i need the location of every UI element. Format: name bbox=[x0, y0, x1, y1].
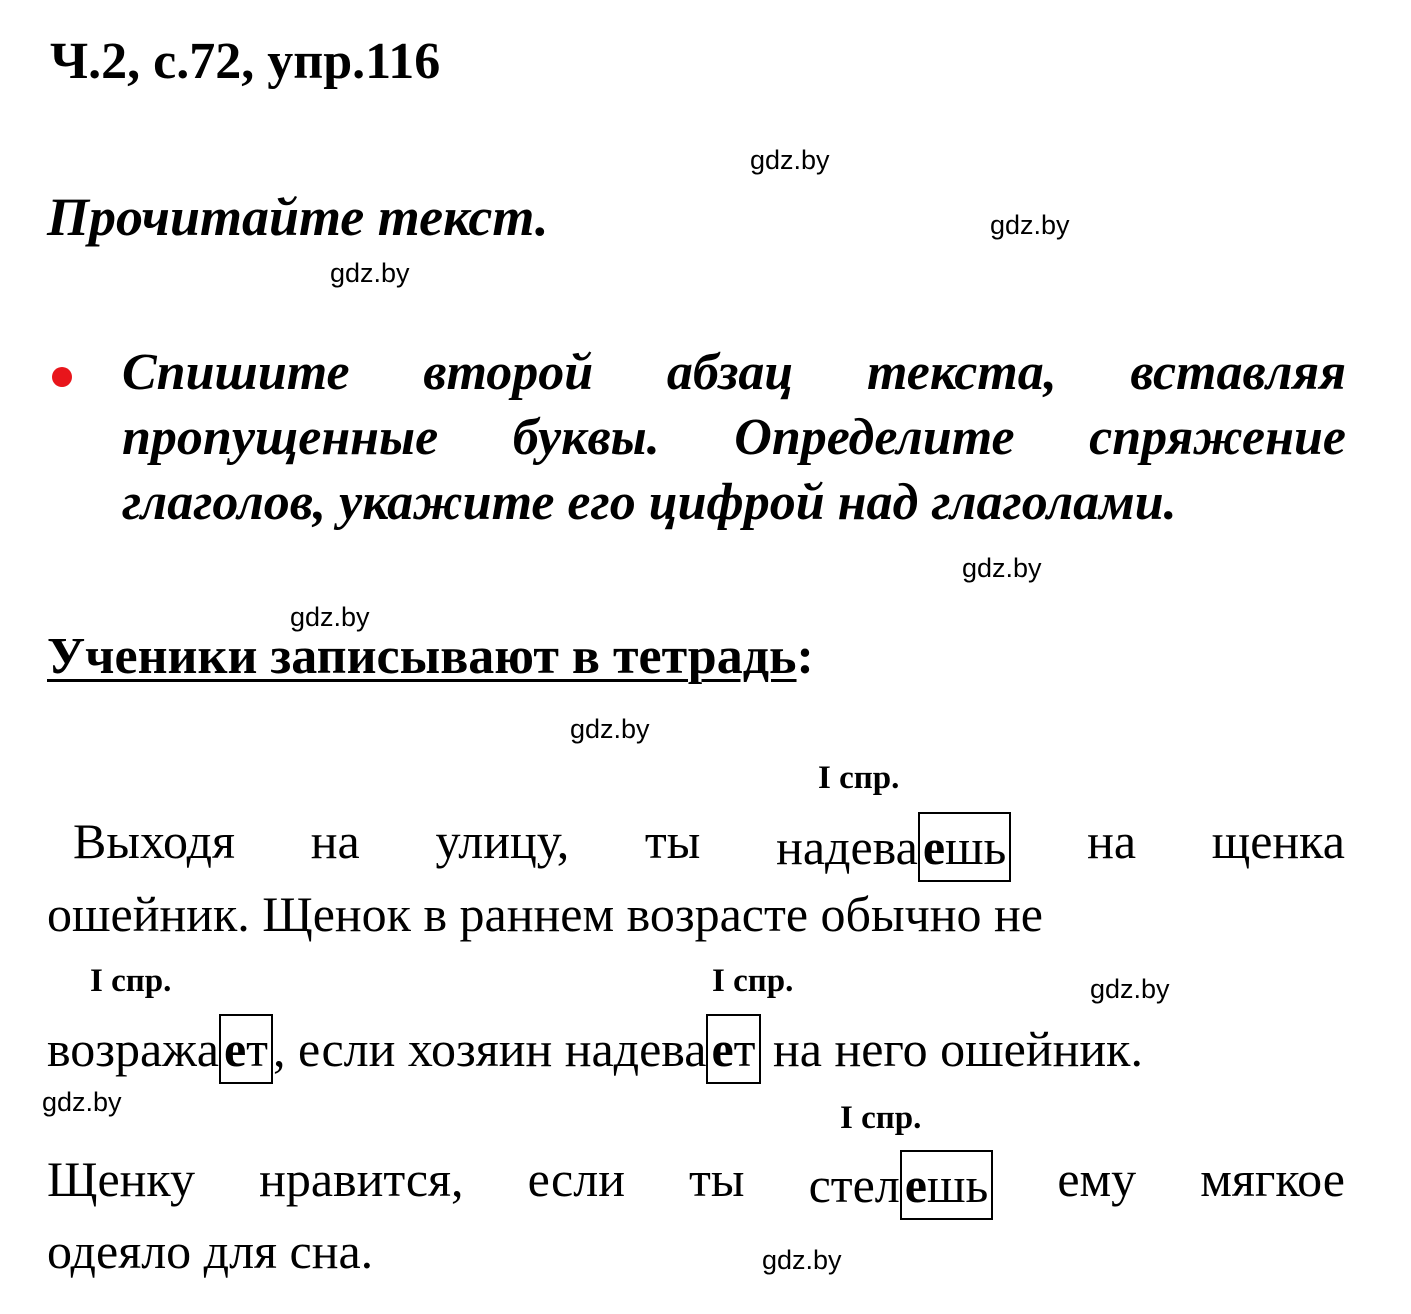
ending-box: ешь bbox=[918, 812, 1012, 882]
task-line: Спишите второй абзац текста, вставляя bbox=[122, 344, 1346, 401]
watermark: gdz.by bbox=[330, 258, 410, 288]
word: если bbox=[527, 1151, 625, 1207]
conjugation-label: I спр. bbox=[818, 760, 900, 796]
text-line-5: одеяло для сна. bbox=[47, 1223, 374, 1279]
watermark: gdz.by bbox=[990, 210, 1070, 240]
word: Щенку bbox=[47, 1151, 195, 1207]
watermark: gdz.by bbox=[290, 602, 370, 632]
word: улицу, bbox=[435, 813, 570, 869]
conjugation-label: I спр. bbox=[840, 1100, 922, 1136]
text-line-4 bbox=[47, 1150, 1345, 1220]
bullet-icon bbox=[52, 367, 72, 387]
task-line: пропущенные буквы. Определите спряжение bbox=[122, 409, 1346, 466]
word: ты bbox=[689, 1151, 745, 1207]
word: Выходя bbox=[73, 813, 236, 869]
word: мягкое bbox=[1200, 1151, 1345, 1207]
watermark: gdz.by bbox=[42, 1087, 122, 1117]
conjugation-label: I спр. bbox=[90, 963, 172, 999]
ending-box: ет bbox=[706, 1014, 760, 1084]
watermark: gdz.by bbox=[962, 553, 1042, 583]
section-heading-text: Ученики записывают в тетрадь bbox=[47, 628, 797, 685]
word: на bbox=[1087, 813, 1137, 869]
instruction-read: Прочитайте текст. bbox=[47, 187, 549, 247]
text-line-2: ошейник. Щенок в раннем возрасте обычно не bbox=[47, 886, 1043, 942]
section-heading bbox=[47, 627, 814, 686]
task-line: глаголов, укажите его цифрой над глаголами. bbox=[122, 474, 1177, 531]
word: ему bbox=[1057, 1151, 1137, 1207]
conjugation-label: I спр. bbox=[712, 963, 794, 999]
ending-box: ет bbox=[219, 1014, 273, 1084]
watermark: gdz.by bbox=[762, 1245, 842, 1275]
page-title: Ч.2, с.72, упр.116 bbox=[50, 33, 441, 90]
task-instruction bbox=[122, 340, 1346, 535]
word: ты bbox=[644, 813, 701, 869]
word: на bbox=[310, 813, 360, 869]
verb-nadevaesh: надева ешь bbox=[776, 812, 1011, 882]
watermark: gdz.by bbox=[750, 145, 830, 175]
word: нравится, bbox=[259, 1151, 464, 1207]
verb-stelesh: стел ешь bbox=[809, 1150, 994, 1220]
ending-box: ешь bbox=[900, 1150, 994, 1220]
word: щенка bbox=[1211, 813, 1345, 869]
section-heading-colon: : bbox=[796, 628, 814, 685]
text-line-3: возража ет , если хозяин надева ет на него ошейник. bbox=[47, 1014, 1143, 1084]
watermark: gdz.by bbox=[570, 714, 650, 744]
watermark: gdz.by bbox=[1090, 974, 1170, 1004]
text-line-1 bbox=[47, 812, 1345, 882]
